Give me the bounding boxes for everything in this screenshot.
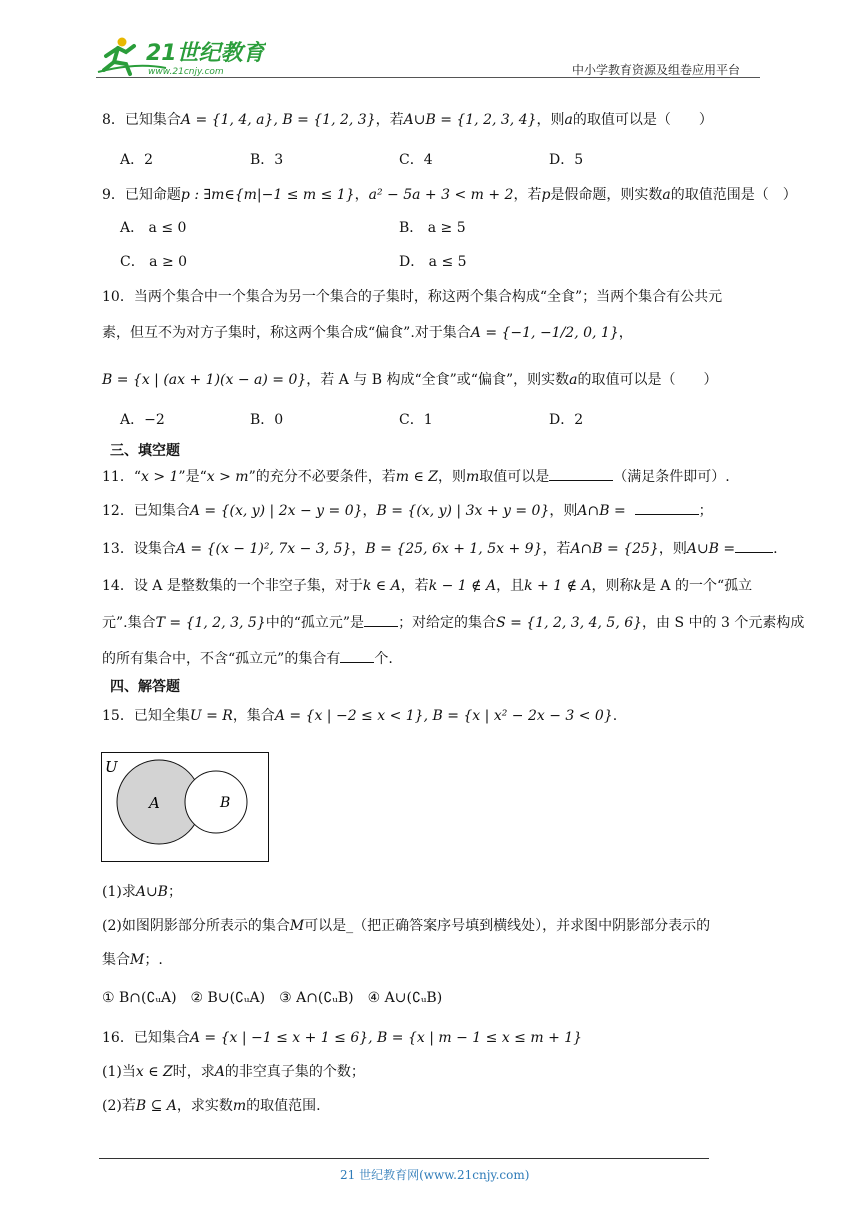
- q10-option-c: C．1: [399, 412, 433, 428]
- question-9: 9．已知命题p : ∃m∈{m|−1 ≤ m ≤ 1}，a² − 5a + 3 < m + 2，若p是假命题，则实数a的取值范围是（ ）: [102, 187, 797, 203]
- question-10-line-1: 10．当两个集合中一个集合为另一个集合的子集时，称这两个集合构成“全食”；当两个集合有公共元: [102, 289, 723, 305]
- logo-text: 21世纪教育: [146, 41, 265, 66]
- question-15-part-1: (1)求A∪B；: [102, 884, 182, 900]
- q8-option-d: D．5: [549, 152, 584, 168]
- label-a: A: [149, 794, 160, 812]
- question-13: 13．设集合A = {(x − 1)², 7x − 3, 5}，B = {25, 6x + 1, 5x + 9}，若A∩B = {25}，则A∪B = .: [102, 538, 778, 559]
- answer-blank: [549, 466, 613, 481]
- answer-blank: [735, 538, 773, 553]
- question-15: 15．已知全集U = R，集合A = {x | −2 ≤ x < 1}, B = {x | x² − 2x − 3 < 0}.: [102, 708, 618, 724]
- site-logo: [96, 34, 266, 78]
- answer-blank: [364, 612, 398, 627]
- section-title-fill-in: 三、填空题: [110, 443, 180, 459]
- question-11: 11．“x > 1”是“x > m”的充分不必要条件，若m ∈ Z，则m取值可以是 （满足条件即可）.: [102, 466, 730, 487]
- q9-option-c: C． a ≥ 0: [120, 254, 188, 270]
- question-16: 16．已知集合A = {x | −1 ≤ x + 1 ≤ 6}, B = {x | m − 1 ≤ x ≤ m + 1}: [102, 1030, 583, 1046]
- q10-option-b: B．0: [250, 412, 284, 428]
- q8-option-b: B．3: [250, 152, 284, 168]
- section-title-solutions: 四、解答题: [110, 679, 180, 695]
- question-16-part-2: (2)若B ⊆ A，求实数m的取值范围.: [102, 1098, 321, 1114]
- header-divider: [96, 77, 760, 78]
- label-b: B: [220, 795, 231, 811]
- question-8: 8．已知集合A = {1, 4, a}, B = {1, 2, 3}，若A∪B = {1, 2, 3, 4}，则a的取值可以是（ ）: [102, 112, 713, 128]
- footer-source-link[interactable]: 21 世纪教育网(www.21cnjy.com): [340, 1168, 530, 1182]
- q10-option-d: D．2: [549, 412, 584, 428]
- q9-option-d: D． a ≤ 5: [399, 254, 467, 270]
- q8-option-a: A．2: [120, 152, 154, 168]
- footer-divider: [99, 1158, 709, 1159]
- question-16-part-1: (1)当x ∈ Z时，求A的非空真子集的个数；: [102, 1064, 365, 1080]
- q9-option-a: A． a ≤ 0: [120, 220, 187, 236]
- q10-option-a: A．−2: [120, 412, 165, 428]
- question-10-line-3: B = {x | (ax + 1)(x − a) = 0}，若 A 与 B 构成“全食”或“偏食”，则实数a的取值可以是（ ）: [102, 372, 718, 388]
- question-14-line-3: 的所有集合中，不含“孤立元”的集合有 个.: [102, 648, 393, 669]
- question-14-line-2: 元”.集合T = {1, 2, 3, 5}中的“孤立元”是 ；对给定的集合S = {1, 2, 3, 4, 5, 6}，由 S 中的 3 个元素构成: [102, 612, 804, 633]
- answer-blank: [635, 500, 699, 515]
- question-14-line-1: 14．设 A 是整数集的一个非空子集，对于k ∈ A，若k − 1 ∉ A，且k + 1 ∉ A，则称k是 A 的一个“孤立: [102, 578, 753, 594]
- header-platform-name: 中小学教育资源及组卷应用平台: [572, 63, 741, 77]
- q9-option-b: B． a ≥ 5: [399, 220, 466, 236]
- set-b-circle: [185, 771, 247, 833]
- answer-blank: [340, 648, 374, 663]
- question-15-part-2-line-2: 集合M；.: [102, 952, 163, 968]
- label-u: U: [105, 758, 118, 776]
- question-15-part-2-line-1: (2)如图阴影部分所表示的集合M可以是_（把正确答案序号填到横线处），并求图中阴影部分表示的: [102, 918, 711, 934]
- logo-url: www.21cnjy.com: [148, 67, 224, 77]
- question-15-choices: ① B∩(∁ᵤA) ② B∪(∁ᵤA) ③ A∩(∁ᵤB) ④ A∪(∁ᵤB): [102, 990, 443, 1006]
- question-10-line-2: 素，但互不为对方子集时，称这两个集合成“偏食”.对于集合A = {−1, −1/2, 0, 1}，: [102, 325, 633, 341]
- venn-diagram: [101, 752, 269, 862]
- q8-option-c: C．4: [399, 152, 433, 168]
- question-12: 12．已知集合A = {(x, y) | 2x − y = 0}，B = {(x, y) | 3x + y = 0}，则A∩B = ；: [102, 500, 713, 521]
